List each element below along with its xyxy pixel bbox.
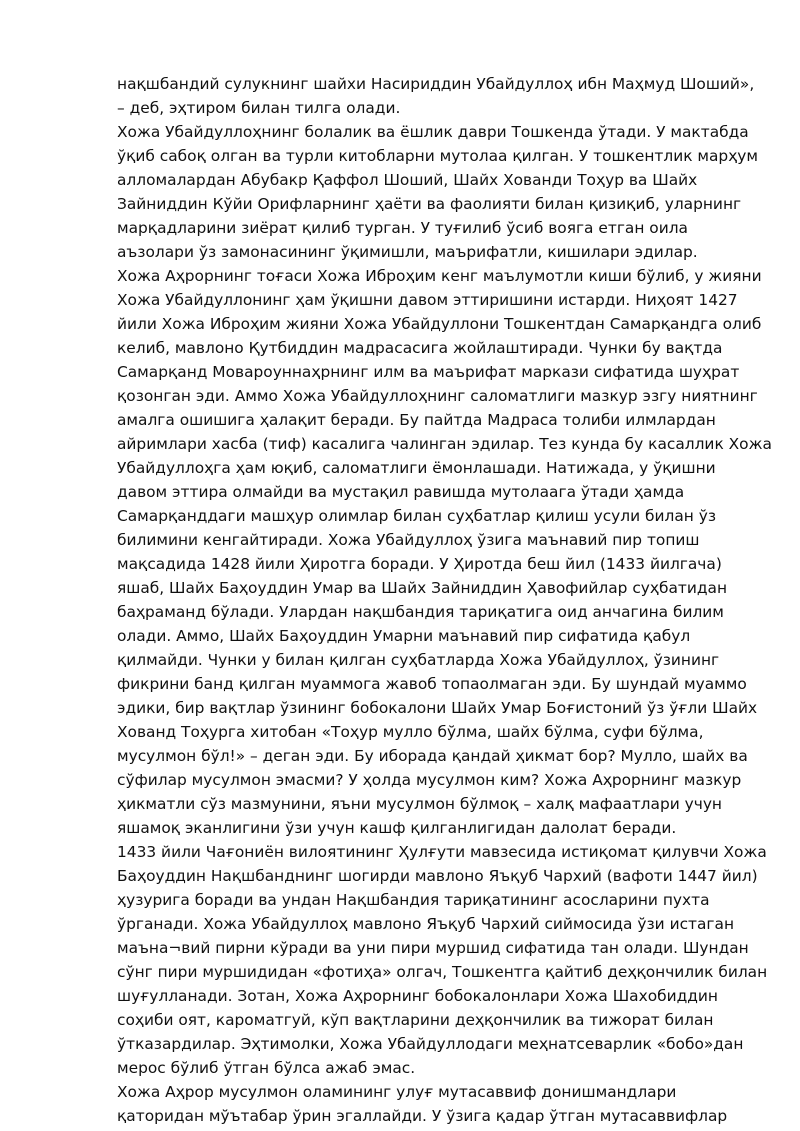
text-line: ўтказардилар. Эҳтимолки, Хожа Убайдуллодаги меҳнатсеварлик «бобо»дан bbox=[117, 1035, 744, 1053]
text-line: айримлари хасба (тиф) касалига чалинган эдилар. Тез кунда бу касаллик Хожа bbox=[117, 435, 772, 453]
text-line: шуғулланади. Зотан, Хожа Аҳрорнинг бобокалонлари Хожа Шахобиддин bbox=[117, 987, 718, 1005]
text-line: ўқиб сабоқ олган ва турли китобларни мутолаа қилган. У тошкентлик марҳум bbox=[117, 147, 759, 165]
text-line: эдики, бир вақтлар ўзининг бобокалони Шайх Умар Боғистоний ўз ўғли Шайх bbox=[117, 699, 758, 717]
text-line: давом эттира олмайди ва мустақил равишда мутолаага ўтади ҳамда bbox=[117, 483, 685, 501]
text-line: ҳузурига боради ва ундан Нақшбандия тариқатининг асосларини пухта bbox=[117, 891, 710, 909]
text-line: йили Хожа Иброҳим жияни Хожа Убайдуллони Тошкентдан Самарқандга олиб bbox=[117, 315, 762, 333]
text-line: билимини кенгайтиради. Хожа Убайдуллоҳ ўзига маънавий пир топиш bbox=[117, 531, 700, 549]
text-line: Хожа Убайдуллоҳнинг болалик ва ёшлик даври Тошкенда ўтади. У мактабда bbox=[117, 123, 749, 141]
text-line: аъзолари ўз замонасининг ўқимишли, маърифатли, кишилари эдилар. bbox=[117, 243, 698, 261]
text-line: Самарқанддаги машҳур олимлар билан суҳбатлар қилиш усули билан ўз bbox=[117, 507, 717, 525]
text-line: 1433 йили Чағониён вилоятининг Ҳулғути мавзесида истиқомат қилувчи Хожа bbox=[117, 843, 767, 861]
text-line: яшамоқ эканлигини ўзи учун кашф қилганлигидан далолат беради. bbox=[117, 819, 677, 837]
text-line: қилмайди. Чунки у билан қилган суҳбатларда Хожа Убайдуллоҳ, ўзининг bbox=[117, 651, 720, 669]
text-line: нақшбандий сулукнинг шайхи Насириддин Убайдуллоҳ ибн Маҳмуд Шоший», bbox=[117, 75, 755, 93]
text-line: соҳиби оят, кароматгуй, кўп вақтларини деҳқончилик ва тижорат билан bbox=[117, 1011, 714, 1029]
text-line: Самарқанд Мовароуннаҳрнинг илм ва маърифат маркази сифатида шуҳрат bbox=[117, 363, 740, 381]
text-line: Зайниддин Кўйи Орифларнинг ҳаёти ва фаолияти билан қизиқиб, уларнинг bbox=[117, 195, 742, 213]
body-text bbox=[117, 72, 772, 1128]
text-line: олади. Аммо, Шайх Баҳоуддин Умарни маънавий пир сифатида қабул bbox=[117, 627, 691, 645]
text-line: Баҳоуддин Нақшбанднинг шогирди мавлоно Яъқуб Чархий (вафоти 1447 йил) bbox=[117, 867, 758, 885]
text-line: Хожа Аҳрор мусулмон оламининг улуғ мутасаввиф донишмандлари bbox=[117, 1083, 677, 1101]
text-line: мусулмон бўл!» – деган эди. Бу иборада қандай ҳикмат бор? Мулло, шайх ва bbox=[117, 747, 748, 765]
text-line: қаторидан мўътабар ўрин эгаллайди. У ўзига қадар ўтган мутасаввифлар bbox=[117, 1107, 728, 1125]
text-line: яшаб, Шайх Баҳоуддин Умар ва Шайх Зайниддин Ҳавофийлар суҳбатидан bbox=[117, 579, 728, 597]
text-line: келиб, мавлоно Қутбиддин мадрасасига жойлаштиради. Чунки бу вақтда bbox=[117, 339, 723, 357]
text-line: ўрганади. Хожа Убайдуллоҳ мавлоно Яъқуб Чархий сиймосида ўзи истаган bbox=[117, 915, 735, 933]
text-line: Хожа Аҳрорнинг тоғаси Хожа Иброҳим кенг маълумотли киши бўлиб, у жияни bbox=[117, 267, 762, 285]
text-line: алломалардан Абубакр Қаффол Шоший, Шайх Хованди Тоҳур ва Шайх bbox=[117, 171, 698, 189]
text-line: қозонган эди. Аммо Хожа Убайдуллоҳнинг саломатлиги мазкур эзгу ниятнинг bbox=[117, 387, 758, 405]
text-line: сўфилар мусулмон эмасми? У ҳолда мусулмон ким? Хожа Аҳрорнинг мазкур bbox=[117, 771, 742, 789]
text-line: сўнг пири муршидидан «фотиҳа» олгач, Тошкентга қайтиб деҳқончилик билан bbox=[117, 963, 768, 981]
text-line: мақсадида 1428 йили Ҳиротга боради. У Ҳиротда беш йил (1433 йилгача) bbox=[117, 555, 722, 573]
text-line: ҳикматли сўз мазмунини, яъни мусулмон бўлмоқ – халқ мафаатлари учун bbox=[117, 795, 722, 813]
text-line: амалга ошишига ҳалақит беради. Бу пайтда Мадраса толиби илмлардан bbox=[117, 411, 716, 429]
text-line: Хожа Убайдуллонинг ҳам ўқишни давом эттиришини истарди. Ниҳоят 1427 bbox=[117, 291, 738, 309]
text-line: фикрини банд қилган муаммога жавоб топаолмаган эди. Бу шундай муаммо bbox=[117, 675, 747, 693]
text-line: мерос бўлиб ўтган бўлса ажаб эмас. bbox=[117, 1059, 416, 1077]
text-line: марқадларини зиёрат қилиб турган. У туғилиб ўсиб вояга етган оила bbox=[117, 219, 688, 237]
text-line: – деб, эҳтиром билан тилга олади. bbox=[117, 99, 401, 117]
text-line: Хованд Тоҳурга хитобан «Тоҳур мулло бўлма, шайх бўлма, суфи бўлма, bbox=[117, 723, 704, 741]
text-line: Убайдуллоҳга ҳам юқиб, саломатлиги ёмонлашади. Натижада, у ўқишни bbox=[117, 459, 716, 477]
text-line: маъна¬вий пирни кўради ва уни пири муршид сифатида тан олади. Шундан bbox=[117, 939, 749, 957]
text-line: баҳраманд бўлади. Улардан нақшбандия тариқатига оид анчагина билим bbox=[117, 603, 724, 621]
